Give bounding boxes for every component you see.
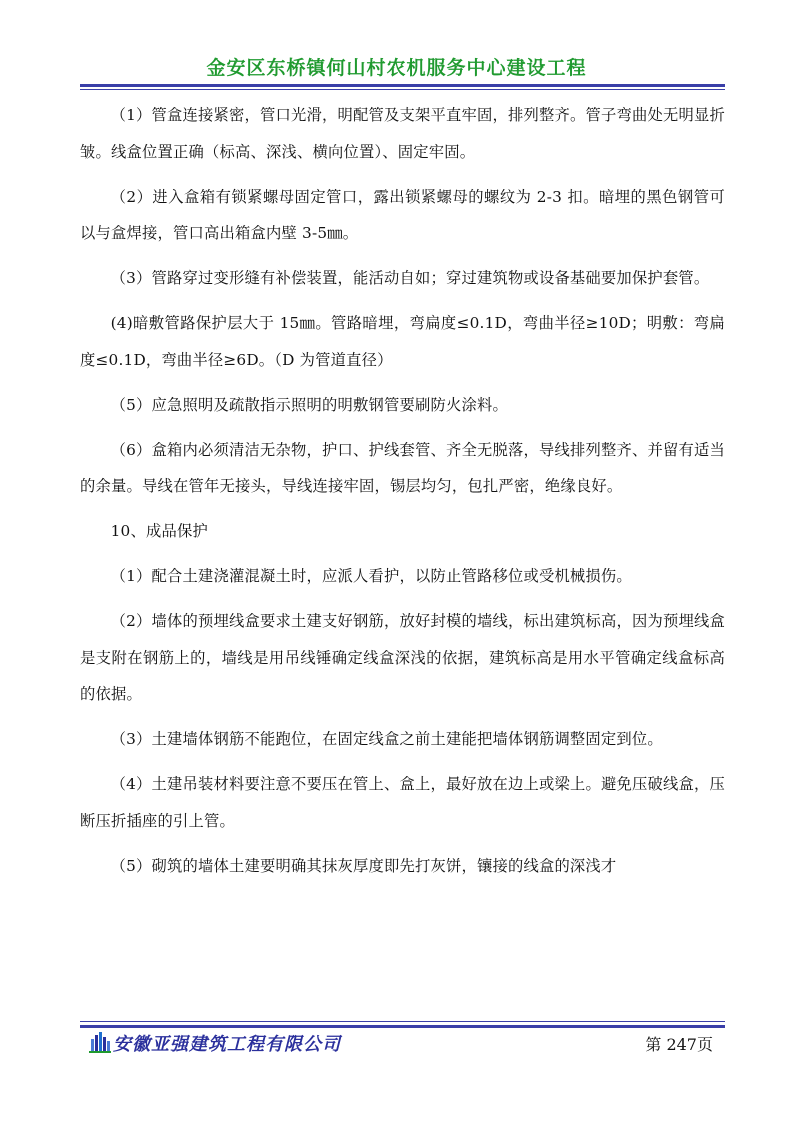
footer-rule-thin [80, 1021, 725, 1022]
header-rule-thick [80, 84, 725, 87]
paragraph: （3）管路穿过变形缝有补偿装置，能活动自如；穿过建筑物或设备基础要加保护套管。 [110, 269, 710, 287]
document-body [80, 97, 725, 893]
section-heading: 10、成品保护 [110, 522, 208, 540]
paragraph: （2）进入盒箱有锁紧螺母固定管口，露出锁紧螺母的螺纹为 2-3 扣。暗埋的黑色钢管可以与盒焊接，管口高出箱盒内壁 3-5㎜。 [80, 187, 725, 242]
footer-rule-thick [80, 1025, 725, 1028]
header-rule-thin [80, 89, 725, 90]
paragraph: （6）盒箱内必须清洁无杂物，护口、护线套管、齐全无脱落，导线排列整齐、并留有适当的余量。导线在管年无接头，导线连接牢固，锡层均匀，包扎严密，绝缘良好。 [80, 440, 725, 495]
header-title: 金安区东桥镇何山村农机服务中心建设工程 [206, 57, 587, 79]
paragraph: （3）土建墙体钢筋不能跑位，在固定线盒之前土建能把墙体钢筋调整固定到位。 [110, 730, 663, 748]
company-logo-icon [89, 1031, 111, 1053]
company-name: 安徽亚强建筑工程有限公司 [113, 1034, 341, 1055]
paragraph: （2）墙体的预埋线盒要求土建支好钢筋，放好封模的墙线，标出建筑标高，因为预埋线盒是支附在钢筋上的，墙线是用吊线锤确定线盒深浅的依据，建筑标高是用水平管确定线盒标高的依据。 [80, 612, 725, 703]
paragraph: （5）应急照明及疏散指示照明的明敷钢管要刷防火涂料。 [110, 395, 508, 414]
paragraph: （5）砌筑的墙体土建要明确其抹灰厚度即先打灰饼，镶接的线盒的深浅才 [110, 856, 617, 875]
paragraph: （1）管盒连接紧密，管口光滑，明配管及支架平直牢固，排列整齐。管子弯曲处无明显折皱。线盒位置正确（标高、深浅、横向位置）、固定牢固。 [80, 106, 725, 161]
paragraph: （4）土建吊装材料要注意不要压在管上、盒上，最好放在边上或梁上。避免压破线盒，压断压折插座的引上管。 [80, 775, 725, 830]
paragraph: (4)暗敷管路保护层大于 15㎜。管路暗埋，弯扁度≤0.1D，弯曲半径≥10D；明敷：弯扁度≤0.1D，弯曲半径≥6D。（D 为管道直径） [80, 314, 725, 369]
page-number: 第 247页 [645, 1035, 713, 1054]
paragraph: （1）配合土建浇灌混凝土时，应派人看护，以防止管路移位或受机械损伤。 [110, 567, 632, 585]
